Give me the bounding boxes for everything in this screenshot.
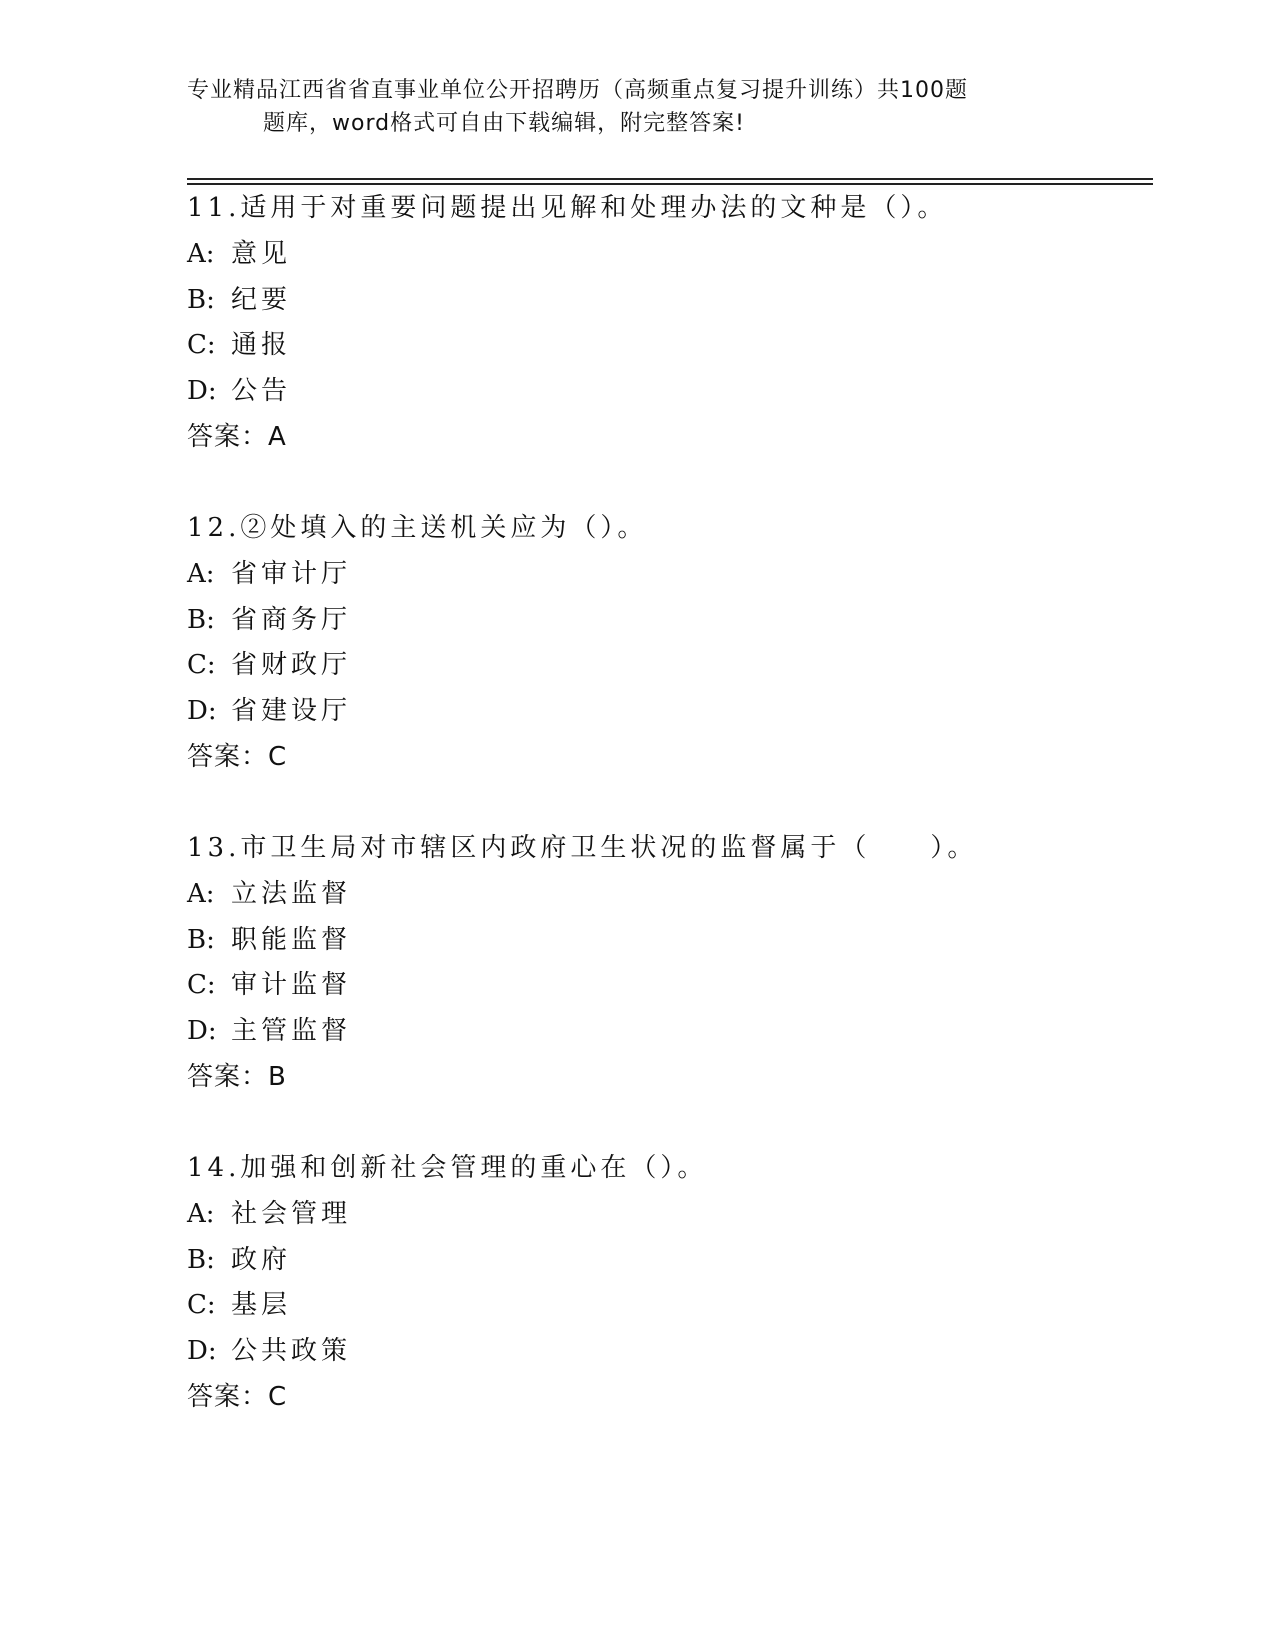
- option-c: [187, 1283, 1147, 1329]
- header-title-line-2: 题库，word格式可自由下载编辑，附完整答案!: [263, 111, 745, 136]
- option-b: [187, 1238, 1147, 1284]
- question-item: [187, 826, 1147, 1146]
- option-text: 社会管理: [231, 1198, 352, 1229]
- option-d: [187, 689, 1147, 735]
- option-d: [187, 1009, 1147, 1055]
- answer-line: 答案：A: [187, 421, 287, 452]
- answer-line: 答案：C: [187, 1381, 288, 1412]
- question-stem: 14.加强和创新社会管理的重心在（）。: [187, 1153, 708, 1183]
- option-text: 基层: [231, 1290, 292, 1321]
- question-item: [187, 1146, 1147, 1466]
- option-text: 意见: [231, 238, 292, 269]
- option-text: 政府: [231, 1244, 292, 1275]
- question-list: [187, 186, 1147, 1466]
- option-text: 审计监督: [231, 970, 352, 1001]
- option-letter: A:: [187, 238, 215, 269]
- option-d: [187, 1329, 1147, 1375]
- option-text: 公共政策: [231, 1336, 352, 1367]
- answer-line: 答案：C: [187, 741, 288, 772]
- option-d: [187, 369, 1147, 415]
- option-b: [187, 918, 1147, 964]
- option-letter: C:: [187, 970, 216, 1001]
- header-title-line-1: 专业精品江西省省直事业单位公开招聘历（高频重点复习提升训练）共100题: [187, 78, 968, 103]
- header-divider-top: [187, 178, 1153, 180]
- option-a: [187, 872, 1147, 918]
- option-letter: B:: [187, 284, 215, 315]
- option-a: [187, 1192, 1147, 1238]
- option-a: [187, 232, 1147, 278]
- answer-line: 答案：B: [187, 1061, 287, 1092]
- option-letter: C:: [187, 330, 216, 361]
- option-letter: D:: [187, 1336, 217, 1367]
- option-b: [187, 278, 1147, 324]
- option-text: 省建设厅: [231, 696, 352, 727]
- option-text: 省商务厅: [231, 604, 352, 635]
- option-text: 主管监督: [231, 1016, 352, 1047]
- option-letter: C:: [187, 650, 216, 681]
- option-c: [187, 963, 1147, 1009]
- question-item: [187, 186, 1147, 506]
- option-letter: A:: [187, 1198, 215, 1229]
- header-divider-bottom: [187, 183, 1153, 185]
- option-text: 省审计厅: [231, 558, 352, 589]
- option-letter: B:: [187, 1244, 215, 1275]
- option-letter: A:: [187, 558, 215, 589]
- question-stem: 12.②处填入的主送机关应为（）。: [187, 513, 648, 543]
- option-text: 职能监督: [231, 924, 352, 955]
- option-c: [187, 323, 1147, 369]
- option-letter: A:: [187, 878, 215, 909]
- option-letter: C:: [187, 1290, 216, 1321]
- option-text: 立法监督: [231, 878, 352, 909]
- option-letter: B:: [187, 604, 215, 635]
- question-stem: 13.市卫生局对市辖区内政府卫生状况的监督属于（ ）。: [187, 833, 978, 863]
- question-stem: 11.适用于对重要问题提出见解和处理办法的文种是（）。: [187, 193, 948, 223]
- option-text: 公告: [231, 376, 292, 407]
- option-letter: B:: [187, 924, 215, 955]
- question-item: [187, 506, 1147, 826]
- document-header: [187, 74, 1067, 140]
- option-text: 通报: [231, 330, 292, 361]
- option-c: [187, 643, 1147, 689]
- option-letter: D:: [187, 1016, 217, 1047]
- option-letter: D:: [187, 696, 217, 727]
- option-a: [187, 552, 1147, 598]
- option-text: 纪要: [231, 284, 292, 315]
- option-b: [187, 598, 1147, 644]
- option-letter: D:: [187, 376, 217, 407]
- option-text: 省财政厅: [231, 650, 352, 681]
